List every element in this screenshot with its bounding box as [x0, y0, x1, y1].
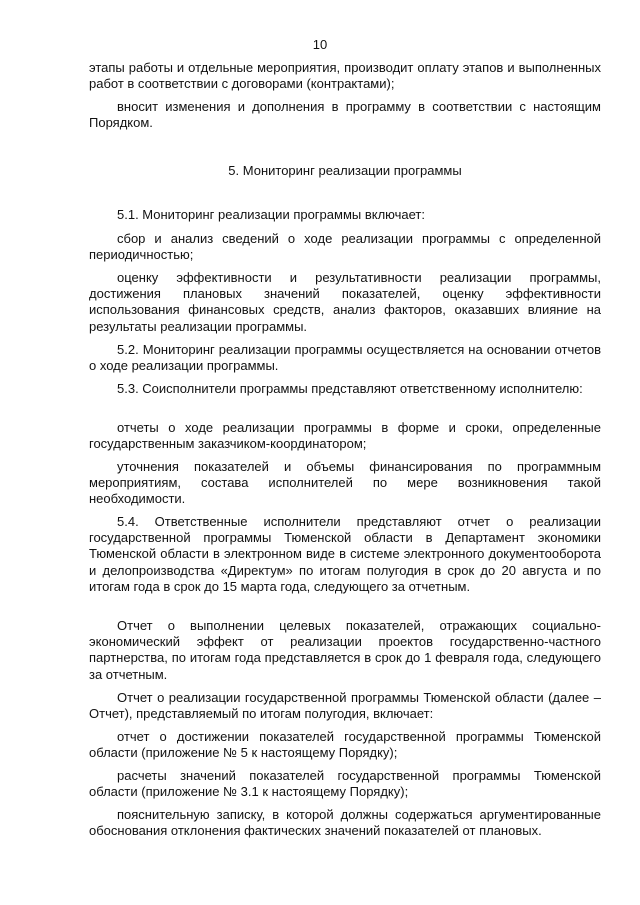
- paragraph: 5.1. Мониторинг реализации программы включает:: [117, 207, 426, 222]
- paragraph: отчет о достижении показателей государственной программы Тюменской области (приложение № 5 к настоящему Порядку);: [89, 729, 601, 761]
- paragraph: вносит изменения и дополнения в программу в соответствии с настоящим Порядком.: [89, 99, 601, 131]
- paragraph: уточнения показателей и объемы финансирования по программным мероприятиям, состава исполнителей по мере возникновения такой необходимости.: [89, 459, 601, 507]
- paragraph: 5.4. Ответственные исполнители представляют отчет о реализации государственной программы Тюменской области в Департамент экономики Тюменской области в электронном виде в системе электронного документооборота и делопроизводства «Директум» по итогам полугодия в срок до 20 августа и по итогам года в срок до 15 марта года, следующего за отчетным.: [89, 514, 601, 594]
- paragraph: расчеты значений показателей государственной программы Тюменской области (приложение № 3.1 к настоящему Порядку);: [89, 768, 601, 800]
- paragraph: сбор и анализ сведений о ходе реализации программы с определенной периодичностью;: [89, 231, 601, 263]
- paragraph: 5.3. Соисполнители программы представляют ответственному исполнителю:: [117, 381, 583, 396]
- paragraph: 5.2. Мониторинг реализации программы осуществляется на основании отчетов о ходе реализации программы.: [89, 342, 601, 374]
- paragraph: отчеты о ходе реализации программы в форме и сроки, определенные государственным заказчиком-координатором;: [89, 420, 601, 452]
- section-heading: 5. Мониторинг реализации программы: [228, 163, 462, 178]
- paragraph: Отчет о реализации государственной программы Тюменской области (далее – Отчет), представляемый по итогам полугодия, включает:: [89, 690, 601, 722]
- paragraph: Отчет о выполнении целевых показателей, отражающих социально-экономический эффект от реализации проектов государственно-частного партнерства, по итогам года представляется в срок до 1 февраля года, следующего за отчетным.: [89, 618, 601, 682]
- paragraph: оценку эффективности и результативности реализации программы, достижения плановых значений показателей, оценку эффективности использования финансовых средств, анализ факторов, оказавших влияние на результаты реализации программы.: [89, 270, 601, 334]
- paragraph: пояснительную записку, в которой должны содержаться аргументированные обоснования отклонения фактических значений показателей от плановых.: [89, 807, 601, 839]
- page-number: 10: [312, 37, 328, 52]
- paragraph: этапы работы и отдельные мероприятия, производит оплату этапов и выполненных работ в соответствии с договорами (контрактами);: [89, 60, 601, 92]
